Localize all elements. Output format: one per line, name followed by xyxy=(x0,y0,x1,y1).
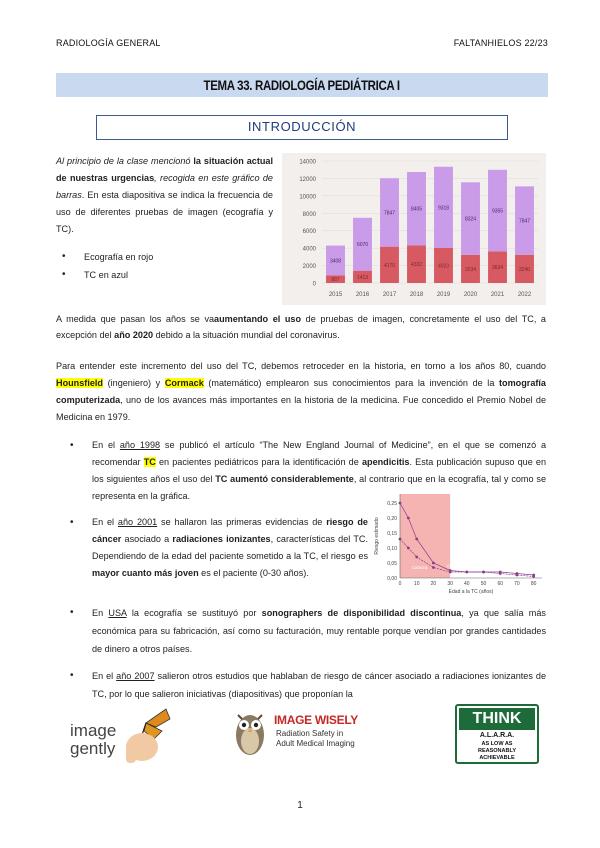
data-point xyxy=(465,571,468,574)
image-gently-line1: image xyxy=(70,721,117,740)
y-tick-label: 0,05 xyxy=(387,561,397,567)
y-tick-label: 8000 xyxy=(302,211,316,218)
intro-legend-list xyxy=(56,248,276,284)
image-wisely-sub1: Radiation Safety in xyxy=(276,729,344,738)
list-item: • En USA la ecografía se sustituyó por sonographers de disponibilidad discontinua, ya que salía más económica para su fabricación, así como su facturación, muy rentable porque vendían por grandes cantidades de dinero a otros países. xyxy=(64,604,546,658)
y-tick-label: 0,00 xyxy=(387,576,397,582)
y-tick-label: 0,25 xyxy=(387,501,397,507)
data-point xyxy=(449,571,452,574)
x-tick-label: 2019 xyxy=(436,292,451,298)
y-axis-label: Riesgo estimado xyxy=(374,517,380,555)
think-line1: A.L.A.R.A. xyxy=(479,732,515,739)
data-label-ecografia: 4023 xyxy=(437,263,450,270)
y-tick-label: 10000 xyxy=(299,194,316,201)
data-point xyxy=(432,562,435,565)
x-tick-label: 2015 xyxy=(328,292,343,298)
x-tick-label: 2018 xyxy=(409,292,424,298)
risk-chart-svg xyxy=(372,490,547,596)
page-title: TEMA 33. RADIOLOGÍA PEDIÁTRICA I xyxy=(203,77,401,93)
owl-icon xyxy=(232,705,272,761)
data-label-ecografia: 1413 xyxy=(356,274,369,281)
data-point xyxy=(432,566,435,569)
data-label-tc: 6070 xyxy=(356,242,369,249)
y-tick-label: 0,10 xyxy=(387,546,397,552)
x-tick-label: 0 xyxy=(398,581,402,587)
data-label-tc: 8324 xyxy=(464,216,477,223)
x-tick-label: 2022 xyxy=(517,292,532,298)
x-axis-label: Edad a la TC (años) xyxy=(448,589,494,595)
y-tick-label: 0,15 xyxy=(387,531,397,537)
think-title: THINK xyxy=(459,708,535,730)
data-label-ecografia: 3240 xyxy=(518,266,531,273)
data-point xyxy=(516,574,519,577)
data-label-ecografia: 4170 xyxy=(383,262,396,269)
data-label-ecografia: 3634 xyxy=(491,265,504,272)
data-point xyxy=(482,571,485,574)
paragraph-history: Para entender este incremento del uso del TC, debemos retroceder en la historia, en torno a los años 80, cuando Hounsfield (ingeniero) y Cormack (matemático) emplearon sus conocimientos para la invención de la tomografía computerizada, uno de los avances más importantes en la historia de la medicina. Fue concedido el Premio Nobel de Medicina en 1979. xyxy=(56,361,546,422)
list-item: • Ecografía en rojo xyxy=(56,248,276,266)
list-item: • En el año 1998 se publicó el artículo “The New England Journal of Medicine”, en el que se comenzó a recomendar TC en pacientes pediátricos para la identificación de apendicitis. Esta publicación supuso que en los siguientes años el uso del TC aumentó considerablemente, al contrario que en la ecografía, tal y como se representa en la gráfica. xyxy=(64,437,546,505)
image-gently-line2: gently xyxy=(70,739,116,758)
data-point xyxy=(415,538,418,541)
header-right: FALTANHIELOS 22/23 xyxy=(453,38,548,48)
think-line3: REASONABLY xyxy=(478,748,516,754)
x-tick-label: 60 xyxy=(497,581,504,587)
page-number: 1 xyxy=(297,800,303,811)
y-tick-label: 6000 xyxy=(302,229,316,236)
x-tick-label: 20 xyxy=(430,581,437,587)
x-tick-label: 2021 xyxy=(490,292,505,298)
bar-chart xyxy=(282,153,546,305)
annotation-abdomen: Abdomen xyxy=(446,563,467,569)
intro-paragraph: Al principio de la clase mencionó la situación actual de nuestras urgencias, recogida en este gráfico de barras. En esta diapositiva se indica la frecuencia de uso de diferentes pruebas de imagen (ecografía y TC). xyxy=(56,156,274,234)
list-item: • En el año 2007 salieron otros estudios que hablaban de riesgo de cáncer asociado a radiaciones ionizantes de TC, por lo que salieron iniciativas (diapositivas) que proponían la xyxy=(64,667,546,703)
think-line2: AS LOW AS xyxy=(481,741,513,747)
x-tick-label: 2017 xyxy=(382,292,397,298)
data-label-tc: 7847 xyxy=(518,218,531,225)
list-item: • TC en azul xyxy=(56,266,276,284)
y-tick-label: 4000 xyxy=(302,246,316,253)
section-title-box xyxy=(96,115,508,140)
y-tick-label: 0 xyxy=(312,281,316,288)
y-tick-label: 2000 xyxy=(302,264,316,271)
data-label-ecografia: 3234 xyxy=(464,266,477,273)
list-item: • En el año 2001 se hallaron las primeras evidencias de riesgo de cáncer asociado a radiaciones ionizantes, características del TC. Dependiendo de la edad del paciente sometido a la TC, el riesgo es mayor cuanto más joven es el paciente (0-30 años). xyxy=(64,514,368,582)
data-label-tc: 9355 xyxy=(491,208,504,215)
data-label-ecografia: 4332 xyxy=(410,262,423,269)
risk-chart xyxy=(372,490,547,596)
image-wisely-sub2: Adult Medical Imaging xyxy=(276,739,355,748)
data-label-ecografia: 887 xyxy=(331,277,340,284)
think-alara-logo xyxy=(455,704,539,764)
y-tick-label: 14000 xyxy=(299,159,316,166)
header-left: RADIOLOGÍA GENERAL xyxy=(56,38,161,48)
bullet-usa xyxy=(64,604,546,658)
x-tick-label: 2020 xyxy=(463,292,478,298)
think-line4: ACHIEVABLE xyxy=(479,755,515,761)
data-point xyxy=(399,502,402,505)
image-wisely-name: IMAGE WISELY xyxy=(274,713,358,727)
data-label-tc: 9318 xyxy=(437,205,450,212)
section-title: INTRODUCCIÓN xyxy=(247,119,357,134)
x-tick-label: 2016 xyxy=(355,292,370,298)
annotation-cabeza: Cabeza xyxy=(411,565,428,570)
data-point xyxy=(499,572,502,575)
image-gently-logo xyxy=(66,705,176,767)
image-wisely-logo xyxy=(232,705,384,765)
y-tick-label: 0,20 xyxy=(387,516,397,522)
data-point xyxy=(415,556,418,559)
data-label-tc: 7847 xyxy=(383,210,396,217)
data-point xyxy=(407,547,410,550)
y-tick-label: 12000 xyxy=(299,176,316,183)
x-tick-label: 50 xyxy=(480,581,487,587)
x-tick-label: 10 xyxy=(413,581,420,587)
data-point xyxy=(407,517,410,520)
data-point xyxy=(532,575,535,578)
x-tick-label: 30 xyxy=(447,581,453,587)
data-label-tc: 8405 xyxy=(410,206,423,213)
data-point xyxy=(399,538,402,541)
x-tick-label: 80 xyxy=(530,581,537,587)
data-label-tc: 3408 xyxy=(329,258,342,265)
x-tick-label: 70 xyxy=(514,581,520,587)
bar-chart-svg xyxy=(282,153,546,305)
bullet-2001 xyxy=(64,514,368,582)
x-tick-label: 40 xyxy=(464,581,470,587)
page-title-bar xyxy=(56,73,548,97)
paragraph-usage-increase: A medida que pasan los años se vaaumentando el uso de pruebas de imagen, concretamente el uso del TC, a excepción del año 2020 debido a la situación mundial del coronavirus. xyxy=(56,314,546,340)
bullet-2007 xyxy=(64,667,546,703)
